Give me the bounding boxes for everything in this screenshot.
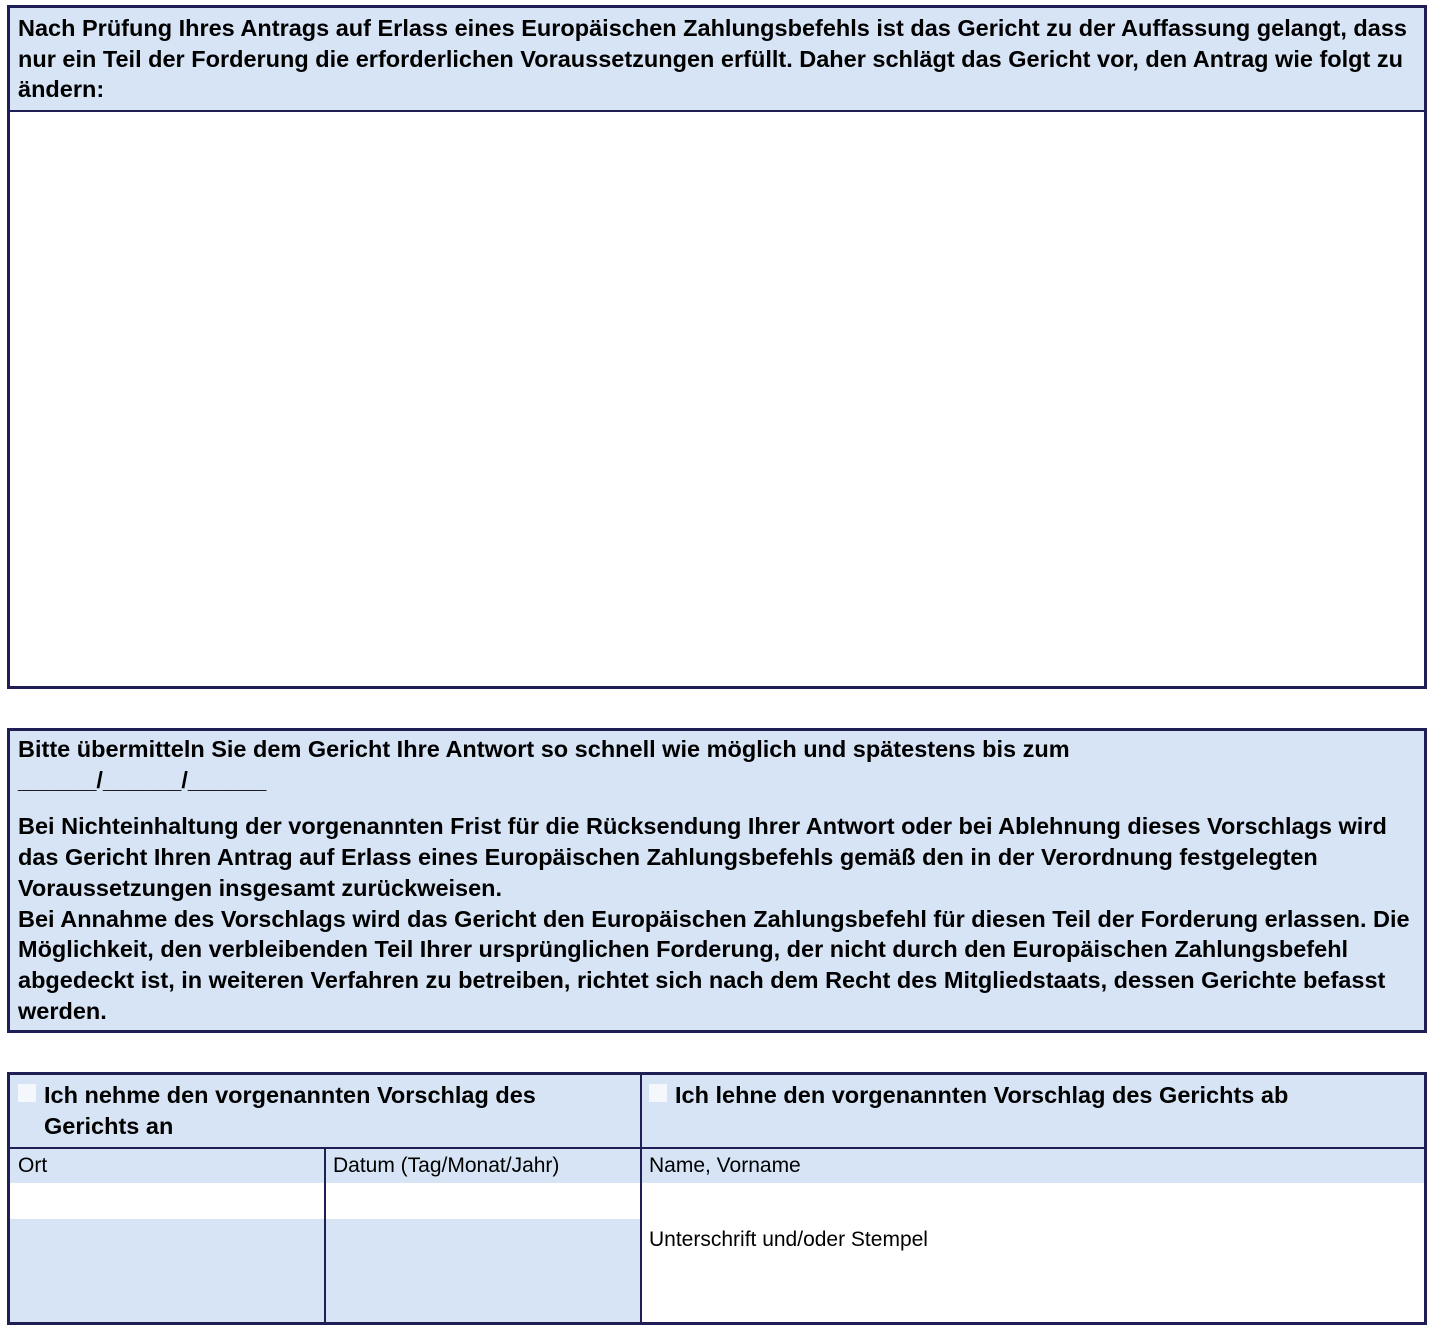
- datum-lower-cell: [326, 1219, 640, 1322]
- proposal-heading-cell: [10, 8, 1424, 112]
- ort-lower-cell: [10, 1219, 324, 1322]
- accept-cell: [10, 1075, 640, 1147]
- reject-label: Ich lehne den vorgenannten Vorschlag des Gerichts ab: [675, 1082, 1289, 1108]
- proposal-heading: Nach Prüfung Ihres Antrags auf Erlass eines Europäischen Zahlungsbefehls ist das Gericht zu der Auffassung gelangt, dass nur ein Teil der Forderung die erforderlichen Voraussetzungen erfüllt. Daher schlägt das Gericht vor, den Antrag wie folgt zu ändern:: [18, 15, 1407, 103]
- deadline-info-section: [7, 728, 1427, 1033]
- name-label: Name, Vorname: [649, 1154, 801, 1177]
- datum-label-cell: [326, 1149, 640, 1183]
- reject-cell: [642, 1075, 1424, 1147]
- deadline-date-field[interactable]: ______/______/______: [18, 766, 267, 793]
- proposal-text-area[interactable]: [10, 112, 1424, 686]
- reject-checkbox[interactable]: [649, 1084, 667, 1102]
- datum-label: Datum (Tag/Monat/Jahr): [333, 1154, 560, 1177]
- ort-label-cell: [10, 1149, 324, 1183]
- response-section: [7, 1072, 1427, 1325]
- name-signature-field[interactable]: [642, 1183, 1424, 1322]
- ort-input[interactable]: [10, 1183, 324, 1219]
- ort-label: Ort: [18, 1154, 48, 1177]
- proposal-section: [7, 5, 1427, 689]
- reply-request: Bitte übermitteln Sie dem Gericht Ihre Antwort so schnell wie möglich und spätestens bis zum: [18, 736, 1070, 762]
- name-label-cell: [642, 1149, 1424, 1183]
- accept-checkbox[interactable]: [18, 1084, 36, 1102]
- datum-input[interactable]: [326, 1183, 640, 1219]
- accept-label: Ich nehme den vorgenannten Vorschlag des Gerichts an: [44, 1082, 536, 1139]
- rejection-notice: Bei Nichteinhaltung der vorgenannten Frist für die Rücksendung Ihrer Antwort oder bei Ablehnung dieses Vorschlags wird das Gericht Ihren Antrag auf Erlass eines Europäischen Zahlungsbefehls gemäß den in der Verordnung festgelegten Voraussetzungen insgesamt zurückweisen.: [18, 813, 1387, 901]
- signature-label: Unterschrift und/oder Stempel: [649, 1228, 928, 1251]
- acceptance-notice: Bei Annahme des Vorschlags wird das Gericht den Europäischen Zahlungsbefehl für diesen Teil der Forderung erlassen. Die Möglichkeit, den verbleibenden Teil Ihrer ursprünglichen Forderung, der nicht durch den Europäischen Zahlungsbefehl abgedeckt ist, in weiteren Verfahren zu betreiben, richtet sich nach dem Recht des Mitgliedstaats, dessen Gerichte befasst werden.: [18, 905, 1410, 1024]
